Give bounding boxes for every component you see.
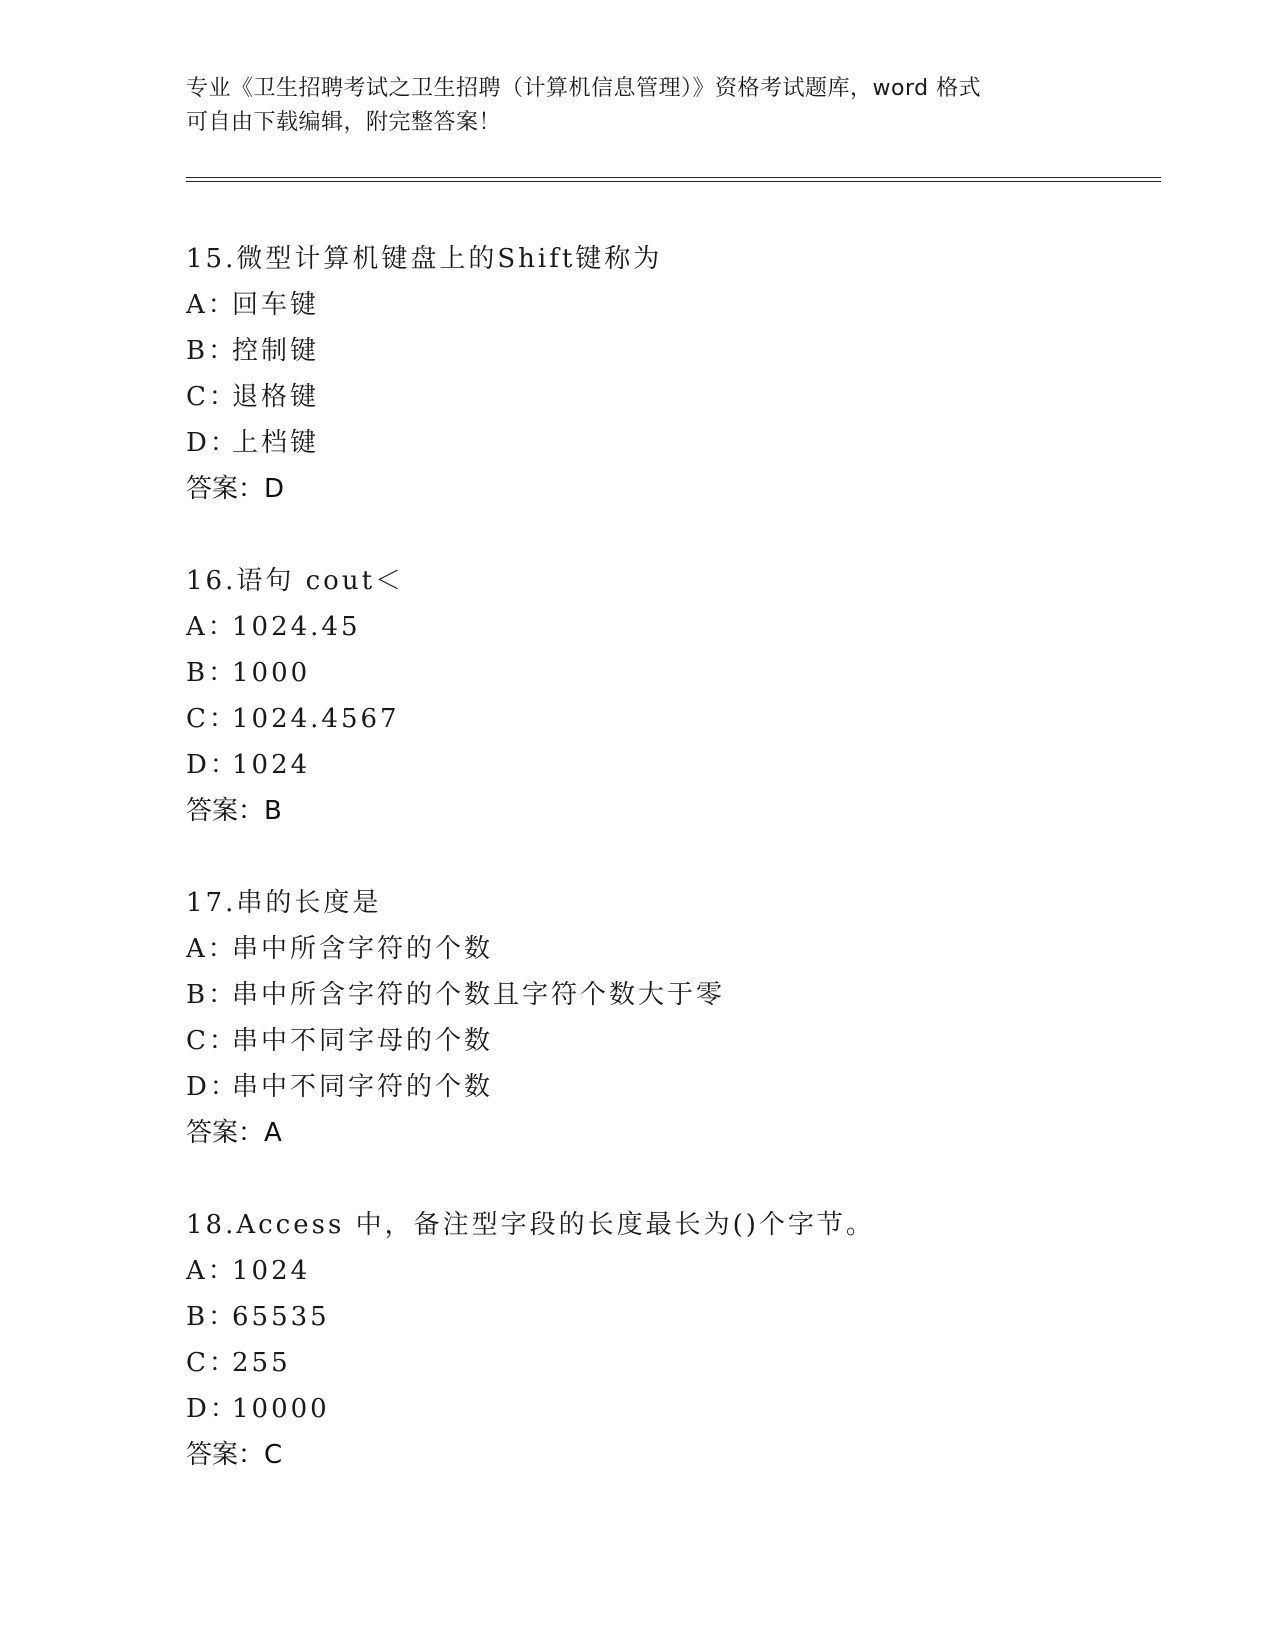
option-d [186,1386,1146,1432]
option-key: D： [186,750,239,780]
question-18 [186,1202,1146,1478]
header-line-1: 专业《卫生招聘考试之卫生招聘（计算机信息管理）》资格考试题库，word 格式 [186,76,982,101]
option-text: 1024.45 [232,612,361,642]
question-stem: 16.语句 cout＜ [186,566,405,596]
option-c [186,374,1146,420]
option-c [186,1018,1146,1064]
header-divider-bottom [186,181,1161,182]
option-key: D： [186,1072,239,1102]
option-key: B： [186,980,238,1010]
option-text: 上档键 [232,428,320,458]
option-text: 1024 [232,1256,311,1286]
option-key: D： [186,1394,239,1424]
header-divider-top [186,177,1161,178]
option-key: B： [186,1302,238,1332]
option-text: 255 [232,1348,291,1378]
option-b [186,1294,1146,1340]
answer-line: 答案：B [186,796,282,826]
option-b [186,328,1146,374]
question-16 [186,558,1146,834]
option-text: 回车键 [232,290,320,320]
option-d [186,1064,1146,1110]
option-c [186,696,1146,742]
option-c [186,1340,1146,1386]
question-stem: 18.Access 中，备注型字段的长度最长为()个字节。 [186,1210,875,1240]
option-key: A： [186,934,237,964]
question-15 [186,236,1146,512]
option-text: 1024.4567 [232,704,400,734]
option-text: 1000 [232,658,311,688]
option-key: B： [186,336,238,366]
option-b [186,650,1146,696]
option-d [186,742,1146,788]
option-key: C： [186,1348,238,1378]
question-stem: 15.微型计算机键盘上的Shift键称为 [186,244,663,274]
question-17 [186,880,1146,1156]
option-a [186,282,1146,328]
option-key: C： [186,704,238,734]
option-key: B： [186,658,238,688]
option-text: 串中不同字母的个数 [232,1026,494,1056]
question-stem: 17.串的长度是 [186,888,382,918]
answer-line: 答案：C [186,1440,283,1470]
option-text: 串中不同字符的个数 [232,1072,494,1102]
header-line-2: 可自由下载编辑，附完整答案！ [186,110,502,135]
option-b [186,972,1146,1018]
option-d [186,420,1146,466]
option-key: A： [186,1256,237,1286]
option-key: C： [186,1026,238,1056]
document-header [186,72,1066,140]
option-text: 10000 [232,1394,330,1424]
option-key: A： [186,612,237,642]
option-a [186,1248,1146,1294]
option-key: D： [186,428,239,458]
option-text: 串中所含字符的个数 [232,934,494,964]
option-text: 控制键 [232,336,320,366]
option-key: C： [186,382,238,412]
option-text: 65535 [232,1302,330,1332]
answer-line: 答案：A [186,1118,282,1148]
option-text: 退格键 [232,382,320,412]
question-list [186,236,1146,1524]
option-text: 1024 [232,750,311,780]
option-a [186,926,1146,972]
option-text: 串中所含字符的个数且字符个数大于零 [232,980,726,1010]
option-a [186,604,1146,650]
answer-line: 答案：D [186,474,285,504]
option-key: A： [186,290,237,320]
